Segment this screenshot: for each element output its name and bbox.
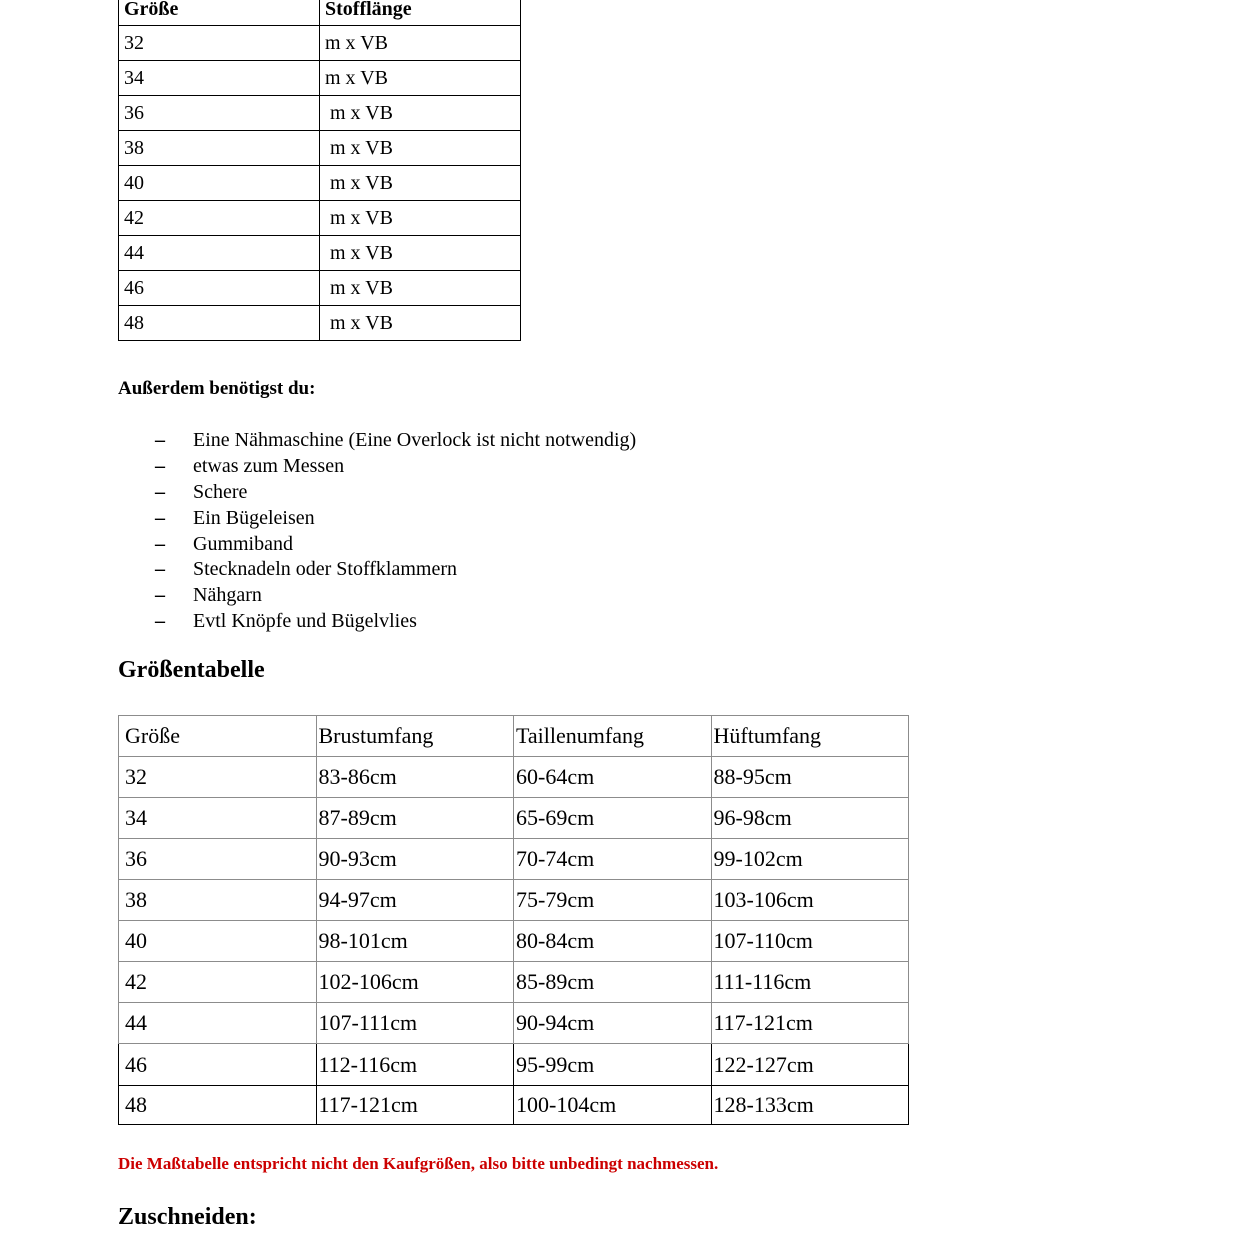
list-item xyxy=(155,609,636,635)
waist-cell: 60-64cm xyxy=(514,757,712,798)
size-cell: 36 xyxy=(119,96,320,131)
hip-cell: 111-116cm xyxy=(711,962,909,1003)
fabric-length-cell: m x VB xyxy=(320,61,521,96)
fabric-length-cell: m x VB xyxy=(320,166,521,201)
table-row xyxy=(119,131,521,166)
bust-cell: 98-101cm xyxy=(316,921,514,962)
fabric-length-cell: m x VB xyxy=(320,306,521,341)
materials-heading: Außerdem benötigst du: xyxy=(118,378,316,399)
size-cell: 38 xyxy=(119,880,317,921)
header-cell-bust: Brustumfang xyxy=(316,716,514,757)
fabric-length-cell: m x VB xyxy=(320,271,521,306)
list-item-text: Nähgarn xyxy=(193,584,262,607)
waist-cell: 90-94cm xyxy=(514,1003,712,1044)
list-item-text: Eine Nähmaschine (Eine Overlock ist nicht notwendig) xyxy=(193,429,637,451)
list-item xyxy=(155,583,636,609)
size-cell: 38 xyxy=(119,131,320,166)
dash-bullet: – xyxy=(155,610,165,633)
waist-cell: 75-79cm xyxy=(514,880,712,921)
bust-cell: 94-97cm xyxy=(316,880,514,921)
list-item xyxy=(155,557,636,583)
hip-cell: 117-121cm xyxy=(711,1003,909,1044)
list-item xyxy=(155,480,636,506)
list-item xyxy=(155,532,636,558)
dash-bullet: – xyxy=(155,532,165,555)
list-item-text: Stecknadeln oder Stoffklammern xyxy=(193,558,458,581)
size-cell: 48 xyxy=(119,1086,317,1125)
size-cell: 32 xyxy=(119,26,320,61)
list-item xyxy=(155,454,636,480)
hip-cell: 96-98cm xyxy=(711,798,909,839)
bust-cell: 117-121cm xyxy=(316,1086,514,1125)
list-item-text: Evtl Knöpfe und Bügelvlies xyxy=(193,610,417,633)
fabric-length-table xyxy=(118,0,521,341)
table-header-row xyxy=(119,0,521,26)
waist-cell: 100-104cm xyxy=(514,1086,712,1125)
hip-cell: 122-127cm xyxy=(711,1044,909,1086)
table-row xyxy=(119,26,521,61)
size-cell: 48 xyxy=(119,306,320,341)
size-cell: 40 xyxy=(119,921,317,962)
hip-cell: 107-110cm xyxy=(711,921,909,962)
waist-cell: 80-84cm xyxy=(514,921,712,962)
table-header-row xyxy=(119,716,909,757)
list-item-text: Ein Bügeleisen xyxy=(193,506,315,529)
list-item xyxy=(155,428,636,454)
dash-bullet: – xyxy=(155,506,165,529)
table-row xyxy=(119,962,909,1003)
size-cell: 42 xyxy=(119,201,320,236)
size-chart-table xyxy=(118,715,909,1125)
table-row xyxy=(119,1086,909,1125)
header-cell-size: Größe xyxy=(119,0,320,26)
size-cell: 46 xyxy=(119,271,320,306)
fabric-length-cell: m x VB xyxy=(320,96,521,131)
size-cell: 46 xyxy=(119,1044,317,1086)
header-cell-size: Größe xyxy=(119,716,317,757)
fabric-length-cell: m x VB xyxy=(320,131,521,166)
size-cell: 44 xyxy=(119,236,320,271)
list-item-text: Schere xyxy=(193,480,248,503)
dash-bullet: – xyxy=(155,558,165,581)
hip-cell: 128-133cm xyxy=(711,1086,909,1125)
header-cell-fabric-length: Stofflänge xyxy=(320,0,521,26)
measurement-note: Die Maßtabelle entspricht nicht den Kaufgrößen, also bitte unbedingt nachmessen. xyxy=(118,1154,719,1173)
size-cell: 44 xyxy=(119,1003,317,1044)
list-item xyxy=(155,506,636,532)
waist-cell: 85-89cm xyxy=(514,962,712,1003)
bust-cell: 112-116cm xyxy=(316,1044,514,1086)
list-item-text: etwas zum Messen xyxy=(193,454,345,477)
table-row xyxy=(119,61,521,96)
bust-cell: 102-106cm xyxy=(316,962,514,1003)
dash-bullet: – xyxy=(155,454,165,477)
dash-bullet: – xyxy=(155,429,165,451)
table-row xyxy=(119,271,521,306)
list-item-text: Gummiband xyxy=(193,532,293,555)
table-row xyxy=(119,1003,909,1044)
size-cell: 32 xyxy=(119,757,317,798)
table-row xyxy=(119,236,521,271)
table-row xyxy=(119,757,909,798)
bust-cell: 83-86cm xyxy=(316,757,514,798)
bust-cell: 87-89cm xyxy=(316,798,514,839)
waist-cell: 70-74cm xyxy=(514,839,712,880)
bust-cell: 90-93cm xyxy=(316,839,514,880)
dash-bullet: – xyxy=(155,480,165,503)
header-cell-waist: Taillenumfang xyxy=(514,716,712,757)
size-cell: 42 xyxy=(119,962,317,1003)
size-cell: 34 xyxy=(119,61,320,96)
dash-bullet: – xyxy=(155,584,165,607)
hip-cell: 88-95cm xyxy=(711,757,909,798)
table-row xyxy=(119,306,521,341)
waist-cell: 65-69cm xyxy=(514,798,712,839)
table-row xyxy=(119,166,521,201)
header-cell-hip: Hüftumfang xyxy=(711,716,909,757)
table-row xyxy=(119,1044,909,1086)
table-row xyxy=(119,839,909,880)
size-chart-heading: Größentabelle xyxy=(118,657,265,683)
bust-cell: 107-111cm xyxy=(316,1003,514,1044)
fabric-length-cell: m x VB xyxy=(320,236,521,271)
cutting-heading: Zuschneiden: xyxy=(118,1204,257,1230)
materials-list xyxy=(155,428,636,635)
table-row xyxy=(119,880,909,921)
table-row xyxy=(119,96,521,131)
size-cell: 34 xyxy=(119,798,317,839)
waist-cell: 95-99cm xyxy=(514,1044,712,1086)
table-row xyxy=(119,201,521,236)
table-row xyxy=(119,798,909,839)
fabric-length-cell: m x VB xyxy=(320,201,521,236)
hip-cell: 103-106cm xyxy=(711,880,909,921)
hip-cell: 99-102cm xyxy=(711,839,909,880)
size-cell: 36 xyxy=(119,839,317,880)
size-cell: 40 xyxy=(119,166,320,201)
fabric-length-cell: m x VB xyxy=(320,26,521,61)
table-row xyxy=(119,921,909,962)
